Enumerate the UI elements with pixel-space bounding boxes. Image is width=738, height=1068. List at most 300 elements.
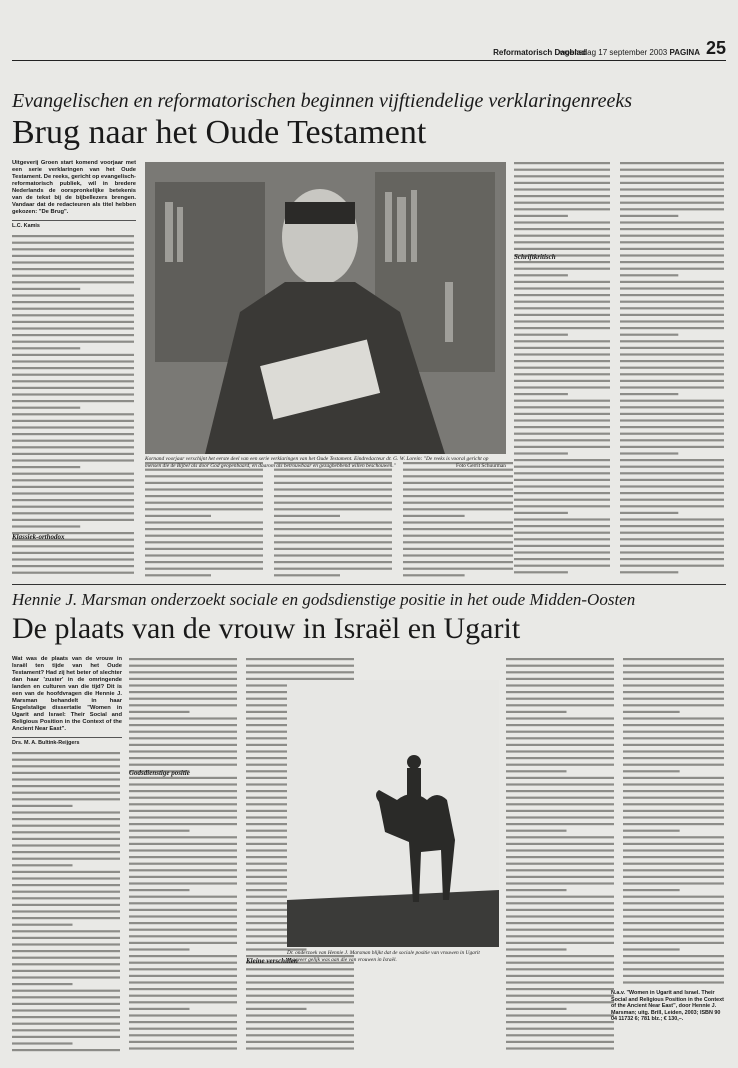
text-line [620, 380, 724, 382]
article1-photo-credit: Foto Gerrit Schuurman [455, 462, 506, 469]
text-line [623, 981, 724, 983]
text-line [623, 882, 724, 884]
text-line [12, 996, 120, 998]
text-line [623, 922, 724, 924]
text-line [623, 915, 724, 917]
text-line [274, 568, 392, 570]
text-line [129, 1021, 237, 1023]
text-line [514, 353, 610, 355]
text-line [145, 508, 263, 510]
text-line [145, 541, 263, 543]
text-line [12, 943, 120, 945]
text-line [129, 671, 237, 673]
text-line [514, 518, 610, 520]
text-line [620, 406, 724, 408]
text-line [620, 446, 724, 448]
text-line [12, 976, 120, 978]
text-line [129, 704, 237, 706]
article1-photo-caption: Kornand voorjaar verschijnt het eerste deel van een serie verklaringen van het Oude Testament. Eindredacteur dr. G. W. Lorein: "De reeks is vooral gericht op mensen die de Bijbel als door God geopenbaard, en daarom als betrouwbaar en gezaghebbend willen beschouwen." Foto Gerrit Schuurman [145, 456, 506, 469]
text-line [246, 1014, 354, 1016]
text-line [506, 1021, 614, 1023]
text-line [506, 698, 614, 700]
text-line [514, 287, 610, 289]
text-line [514, 268, 610, 270]
text-line [129, 981, 237, 983]
text-line [129, 810, 237, 812]
text-line [129, 896, 237, 898]
text-line [514, 400, 610, 402]
text-line [514, 485, 610, 487]
text-line [403, 495, 513, 497]
page-header [12, 36, 726, 61]
text-lines-svg [12, 233, 136, 576]
text-line [514, 538, 610, 540]
camel-photo [287, 680, 499, 947]
text-line [514, 565, 610, 567]
text-line [129, 849, 237, 851]
text-line [620, 452, 678, 454]
text-line [12, 930, 120, 932]
text-line [506, 711, 567, 713]
text-line [274, 495, 392, 497]
text-line [12, 334, 134, 336]
article2-col-5 [623, 656, 726, 986]
text-line [620, 307, 724, 309]
text-lines-svg [514, 160, 612, 576]
text-line [514, 571, 568, 573]
text-line [514, 241, 610, 243]
text-line [620, 340, 724, 342]
book-infobox: N.a.v. "Women in Ugarit and Israel. Their Social and Religious Position in the Context of the Ancient Near East", door Hennie J. Marsman; uitg. Brill, Leiden, 2003; ISBN 90 04 11732 6; 781 blz.; € 130,–. [611, 990, 724, 1023]
text-line [12, 479, 134, 481]
text-line [246, 1021, 354, 1023]
text-line [506, 876, 614, 878]
text-line [623, 704, 724, 706]
text-line [506, 922, 614, 924]
text-line [129, 711, 190, 713]
text-line [623, 678, 724, 680]
text-line [620, 327, 724, 329]
text-line [129, 909, 237, 911]
text-line [145, 482, 263, 484]
text-line [12, 380, 134, 382]
text-line [12, 890, 120, 892]
text-line [506, 1034, 614, 1036]
text-line [12, 811, 120, 813]
text-line [620, 386, 724, 388]
section-divider [12, 584, 726, 585]
text-line [623, 717, 724, 719]
text-line [620, 221, 724, 223]
text-line [12, 419, 134, 421]
article1-col-5 [514, 160, 612, 580]
text-line [246, 1047, 354, 1049]
text-line [514, 195, 610, 197]
text-line [12, 314, 134, 316]
text-line [620, 512, 678, 514]
text-line [620, 472, 724, 474]
text-line [620, 373, 724, 375]
text-line [129, 1001, 237, 1003]
text-line [12, 844, 120, 846]
text-line [246, 988, 354, 990]
article1-col-1 [12, 160, 136, 580]
text-line [274, 508, 392, 510]
text-line [12, 963, 120, 965]
text-line [514, 439, 610, 441]
text-line [129, 823, 237, 825]
text-line [506, 869, 614, 871]
text-line [514, 525, 610, 527]
text-line [620, 545, 724, 547]
text-line [623, 658, 724, 660]
text-line [506, 1047, 614, 1049]
text-line [129, 995, 237, 997]
text-line [506, 849, 614, 851]
text-line [506, 757, 614, 759]
text-line [514, 551, 610, 553]
text-line [246, 671, 354, 673]
text-line [506, 810, 614, 812]
text-line [620, 439, 724, 441]
text-line [145, 515, 211, 517]
text-line [620, 426, 724, 428]
text-line [506, 836, 614, 838]
article2-col-1 [12, 656, 122, 1056]
text-line [12, 439, 134, 441]
text-line [403, 548, 513, 550]
text-line [623, 770, 680, 772]
text-line [514, 413, 610, 415]
text-line [12, 287, 80, 289]
text-line [506, 1041, 614, 1043]
text-line [12, 459, 134, 461]
text-line [12, 571, 134, 573]
text-line [129, 665, 237, 667]
text-line [274, 541, 392, 543]
text-line [145, 568, 263, 570]
text-line [623, 790, 724, 792]
text-line [620, 505, 724, 507]
text-line [620, 419, 724, 421]
text-line [12, 910, 120, 912]
camel-illustration [287, 680, 499, 947]
text-line [12, 897, 120, 899]
text-line [506, 797, 614, 799]
text-line [12, 400, 134, 402]
text-line [514, 208, 610, 210]
text-line [623, 962, 724, 964]
text-line [274, 475, 392, 477]
text-line [620, 195, 724, 197]
text-line [129, 863, 237, 865]
text-line [12, 558, 134, 560]
text-line [623, 975, 724, 977]
text-line [145, 561, 263, 563]
text-line [623, 803, 724, 805]
text-line [274, 554, 392, 556]
text-line [274, 561, 392, 563]
text-lines-svg [12, 750, 122, 1054]
text-line [514, 261, 610, 263]
text-line [514, 228, 610, 230]
text-line [12, 950, 120, 952]
text-line [129, 902, 237, 904]
text-line [129, 955, 237, 957]
text-line [274, 574, 340, 576]
text-line [403, 521, 513, 523]
text-line [514, 281, 610, 283]
text-line [514, 202, 610, 204]
text-line [514, 499, 610, 501]
text-line [12, 505, 134, 507]
text-line [514, 373, 610, 375]
text-line [403, 528, 513, 530]
text-line [129, 684, 237, 686]
text-line [129, 744, 237, 746]
text-line [620, 169, 724, 171]
text-line [403, 482, 513, 484]
text-line [129, 830, 190, 832]
text-line [514, 492, 610, 494]
text-line [506, 896, 614, 898]
text-line [12, 824, 120, 826]
article2-kicker: Hennie J. Marsman onderzoekt sociale en godsdienstige positie in het oude Midden-Oosten [12, 590, 636, 609]
text-line [12, 472, 134, 474]
text-line [12, 989, 120, 991]
text-line [514, 340, 610, 342]
article1-col-6 [620, 160, 726, 580]
text-line [12, 446, 134, 448]
text-line [514, 182, 610, 184]
text-line [514, 274, 568, 276]
text-line [12, 373, 134, 375]
text-line [623, 711, 680, 713]
text-line [620, 248, 724, 250]
text-line [623, 823, 724, 825]
text-line [12, 274, 134, 276]
text-line [12, 413, 134, 415]
text-line [12, 261, 134, 263]
text-lines-svg [145, 460, 265, 579]
text-line [12, 248, 134, 250]
text-line [506, 915, 614, 917]
text-line [514, 433, 610, 435]
text-line [623, 896, 724, 898]
portrait-photo [145, 162, 506, 454]
text-lines [403, 460, 515, 580]
text-line [620, 254, 724, 256]
text-lines-svg [623, 656, 726, 986]
text-line [620, 175, 724, 177]
text-line [620, 182, 724, 184]
text-line [514, 367, 610, 369]
text-line [12, 983, 73, 985]
text-lines-svg [506, 656, 616, 1052]
text-line [506, 737, 614, 739]
text-line [623, 856, 724, 858]
text-line [506, 948, 567, 950]
text-line [623, 777, 724, 779]
text-line [514, 532, 610, 534]
text-line [129, 935, 237, 937]
text-line [506, 1028, 614, 1030]
text-line [506, 823, 614, 825]
text-line [12, 281, 134, 283]
text-line [623, 836, 724, 838]
article2-subhead: Godsdienstige positie [129, 769, 190, 777]
text-line [129, 948, 190, 950]
text-line [129, 1047, 237, 1049]
article1-headline: Brug naar het Oude Testament [12, 114, 427, 151]
text-line [403, 535, 513, 537]
text-line [514, 162, 610, 164]
text-line [246, 1041, 354, 1043]
text-line [506, 882, 614, 884]
text-line [129, 922, 237, 924]
text-line [514, 301, 610, 303]
text-line [514, 235, 610, 237]
text-line [246, 658, 354, 660]
text-line [514, 479, 610, 481]
text-line [506, 889, 567, 891]
text-line [623, 843, 724, 845]
text-line [623, 902, 724, 904]
text-line [506, 764, 614, 766]
text-lines-svg [274, 460, 394, 579]
text-line [246, 968, 354, 970]
text-line [506, 658, 614, 660]
text-line [514, 294, 610, 296]
text-line [514, 558, 610, 560]
text-line [623, 737, 724, 739]
text-line [620, 565, 724, 567]
text-line [12, 433, 134, 435]
text-line [403, 515, 465, 517]
text-line [12, 752, 120, 754]
text-line [145, 475, 263, 477]
text-line [12, 485, 134, 487]
text-line [274, 528, 392, 530]
text-line [403, 554, 513, 556]
text-line [506, 902, 614, 904]
text-line [623, 724, 724, 726]
text-line [274, 502, 392, 504]
text-line [620, 228, 724, 230]
text-line [12, 936, 120, 938]
text-line [12, 857, 120, 859]
text-line [514, 380, 610, 382]
text-line [12, 804, 73, 806]
text-line [403, 488, 513, 490]
text-line [129, 678, 237, 680]
text-line [246, 1028, 354, 1030]
text-line [514, 334, 568, 336]
article1-col-4 [403, 460, 515, 580]
text-line [623, 698, 724, 700]
text-line [12, 1009, 120, 1011]
text-line [506, 684, 614, 686]
text-line [620, 518, 724, 520]
text-lines [12, 233, 136, 579]
text-lines-svg [129, 656, 239, 1052]
text-line [12, 235, 134, 237]
text-line [12, 778, 120, 780]
text-line [129, 1034, 237, 1036]
text-line [514, 347, 610, 349]
text-line [145, 528, 263, 530]
text-line [129, 942, 237, 944]
text-line [129, 962, 237, 964]
text-line [274, 488, 392, 490]
article2-col-4 [506, 656, 616, 1056]
text-line [620, 367, 724, 369]
text-line [514, 406, 610, 408]
text-line [12, 1029, 120, 1031]
text-line [12, 798, 120, 800]
article1-col-2 [145, 460, 265, 580]
text-line [506, 935, 614, 937]
text-line [246, 1008, 307, 1010]
text-line [506, 975, 614, 977]
text-line [506, 816, 614, 818]
text-line [620, 499, 724, 501]
text-line [403, 574, 465, 576]
text-line [129, 737, 237, 739]
text-line [620, 162, 724, 164]
text-line [246, 1034, 354, 1036]
text-line [12, 851, 120, 853]
text-line [129, 975, 237, 977]
text-line [12, 320, 134, 322]
text-line [403, 541, 513, 543]
text-line [506, 724, 614, 726]
text-line [514, 307, 610, 309]
text-line [12, 1016, 120, 1018]
text-line [620, 538, 724, 540]
text-line [514, 452, 568, 454]
text-line [12, 406, 80, 408]
text-line [12, 923, 73, 925]
article2-lead: Wat was de plaats van de vrouw in Israël ten tijde van het Oude Testament? Had zij het beter of slechter dan haar 'zuster' in de omringende landen en culturen van die tijd? Dit is een van de hoofdvragen die Hennie J. Marsman behandelt in haar Engelstalige dissertatie "Women in Ugarit and Israel: Their Social and Religious Position in the Context of the Ancient Near East". [12, 656, 122, 732]
text-line [620, 215, 678, 217]
text-line [12, 327, 134, 329]
article1-kicker: Evangelischen en reformatorischen beginnen vijftiendelige verklaringenreeks [12, 90, 632, 112]
text-line [506, 790, 614, 792]
text-line [620, 294, 724, 296]
text-line [623, 863, 724, 865]
text-line [506, 863, 614, 865]
text-line [12, 758, 120, 760]
text-line [623, 797, 724, 799]
text-line [12, 347, 80, 349]
text-line [129, 803, 237, 805]
text-line [246, 975, 354, 977]
text-line [12, 512, 134, 514]
text-line [12, 765, 120, 767]
text-line [129, 777, 237, 779]
text-line [623, 968, 724, 970]
text-line [145, 521, 263, 523]
text-line [514, 314, 610, 316]
text-line [623, 935, 724, 937]
text-line [129, 1028, 237, 1030]
text-line [145, 495, 263, 497]
text-line [12, 791, 120, 793]
text-line [506, 909, 614, 911]
text-line [12, 818, 120, 820]
text-line [506, 981, 614, 983]
